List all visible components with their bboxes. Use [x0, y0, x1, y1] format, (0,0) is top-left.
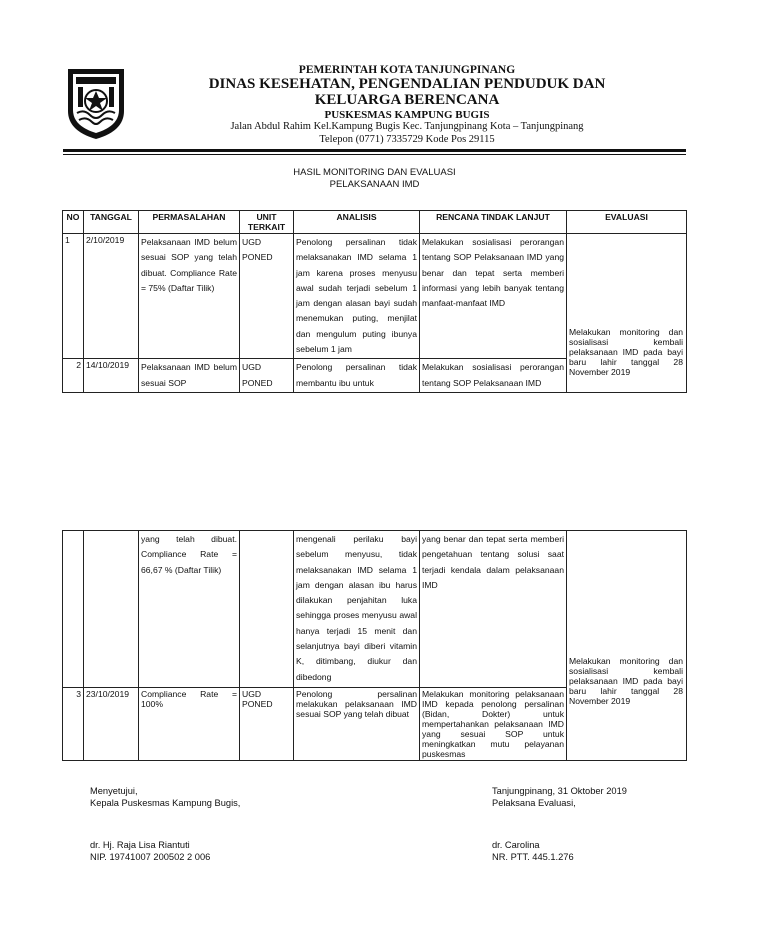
row2-rencana-part1: Melakukan sosialisasi perorangan tentang SOP Pelaksanaan IMD [420, 359, 567, 393]
evaluator-name: dr. Carolina [492, 840, 540, 850]
row2-permasalahan-part2: yang telah dibuat. Compliance Rate = 66,67 % (Daftar Tilik) [139, 531, 240, 688]
row3-tanggal: 23/10/2019 [84, 688, 139, 761]
row3-permasalahan: Compliance Rate = 100% [139, 688, 240, 761]
letterhead-address: Jalan Abdul Rahim Kel.Kampung Bugis Kec. Tanjungpinang Kota – Tanjungpinang [230, 121, 584, 132]
row1-unit: UGD PONED [240, 234, 294, 359]
header-no: NO [63, 211, 84, 234]
table-header-row [63, 211, 687, 234]
signature-left-heading [90, 785, 240, 809]
row3-unit: UGD PONED [240, 688, 294, 761]
row2-tanggal: 14/10/2019 [84, 359, 139, 393]
monitoring-table [62, 210, 687, 393]
row2-tanggal-continued [84, 531, 139, 688]
letterhead-phone: Telepon (0771) 7335729 Kode Pos 29115 [319, 134, 495, 145]
approval-label: Menyetujui, [90, 786, 138, 796]
header-rencana: RENCANA TINDAK LANJUT [420, 211, 567, 234]
row1-rencana: Melakukan sosialisasi perorangan tentang SOP Pelaksanaan IMD yang benar dan tepat serta memberi informasi yang lebih banyak tentang manfaat-manfaat IMD [420, 234, 567, 359]
letterhead-agency-line1: DINAS KESEHATAN, PENGENDALIAN PENDUDUK DAN [208, 76, 606, 92]
row3-rencana: Melakukan monitoring pelaksanaan IMD kepada penolong persalinan (Bidan, Dokter) untuk mempertahankan pelaksanaan IMD yang sesuai SOP untuk meningkatkan mutu pelayanan puskesmas [420, 688, 567, 761]
row1-analisis: Penolong persalinan tidak melaksanakan IMD selama 1 jam karena proses menyusu awal sudah terjadi sebelum 1 jam dengan alasan bayi sudah menemukan puting, menjilat dan mengulum puting ibunya sebelum 1 jam [294, 234, 420, 359]
signature-right-name-block [492, 839, 574, 863]
header-permasalahan: PERMASALAHAN [139, 211, 240, 234]
signature-right-heading [492, 785, 627, 809]
document-subtitle: PELAKSANAAN IMD [329, 179, 420, 190]
row1-no: 1 [63, 234, 84, 359]
row2-no: 2 [63, 359, 84, 393]
approver-id: NIP. 19741007 200502 2 006 [90, 852, 211, 862]
header-analisis: ANALISIS [294, 211, 420, 234]
document-title: HASIL MONITORING DAN EVALUASI [293, 167, 456, 178]
row2-unit: UGD PONED [240, 359, 294, 393]
row2-unit-continued [240, 531, 294, 688]
table-row [63, 531, 687, 688]
row3-no: 3 [63, 688, 84, 761]
row2-evaluasi-cell [567, 531, 687, 761]
row2-rencana-part2: yang benar dan tepat serta memberi pengetahuan tentang solusi saat terjadi kendala dalam pelaksanaan IMD [420, 531, 567, 688]
city-emblem-icon [64, 65, 128, 141]
header-unit-terkait: UNIT TERKAIT [240, 211, 294, 234]
row2-analisis-part1: Penolong persalinan tidak membantu ibu untuk [294, 359, 420, 393]
row1-evaluasi: Melakukan monitoring dan sosialisasi kembali pelaksanaan IMD pada bayi baru lahir tanggal 28 November 2019 [569, 327, 683, 377]
letterhead-rule-thick [63, 149, 686, 152]
row2-evaluasi: Melakukan monitoring dan sosialisasi kembali pelaksanaan IMD pada bayi baru lahir tanggal 28 November 2019 [569, 656, 683, 706]
letterhead-agency-line2: KELUARGA BERENCANA [314, 92, 500, 108]
row3-analisis: Penolong persalinan melakukan pelaksanaan IMD sesuai SOP yang telah dibuat [294, 688, 420, 761]
row1-permasalahan: Pelaksanaan IMD belum sesuai SOP yang telah dibuat. Compliance Rate = 75% (Daftar Tilik) [139, 234, 240, 359]
place-date: Tanjungpinang, 31 Oktober 2019 [492, 786, 627, 796]
evaluator-position: Pelaksana Evaluasi, [492, 798, 576, 808]
row2-analisis-part2: mengenali perilaku bayi sebelum menyusu, tidak melaksanakan IMD selama 1 jam dengan alasan ibu harus dilakukan penjahitan luka sehingga proses menyusu awal hanya terjadi 15 menit dan selanjutnya bayi diberi vitamin K, ditimbang, diukur dan dibedong [294, 531, 420, 688]
monitoring-table-continued [62, 530, 687, 761]
approver-position: Kepala Puskesmas Kampung Bugis, [90, 798, 241, 808]
row1-evaluasi-cell [567, 234, 687, 393]
letterhead-puskesmas: PUSKESMAS KAMPUNG BUGIS [324, 109, 490, 121]
approver-name: dr. Hj. Raja Lisa Riantuti [90, 840, 190, 850]
row2-permasalahan-part1: Pelaksanaan IMD belum sesuai SOP [139, 359, 240, 393]
letterhead-government: PEMERINTAH KOTA TANJUNGPINANG [298, 64, 516, 76]
header-evaluasi: EVALUASI [567, 211, 687, 234]
row1-tanggal: 2/10/2019 [84, 234, 139, 359]
row2-no-continued [63, 531, 84, 688]
letterhead-rule-thin [63, 154, 686, 155]
table-row [63, 234, 687, 359]
evaluator-id: NR. PTT. 445.1.276 [492, 852, 574, 862]
signature-left-name-block [90, 839, 210, 863]
header-tanggal: TANGGAL [84, 211, 139, 234]
